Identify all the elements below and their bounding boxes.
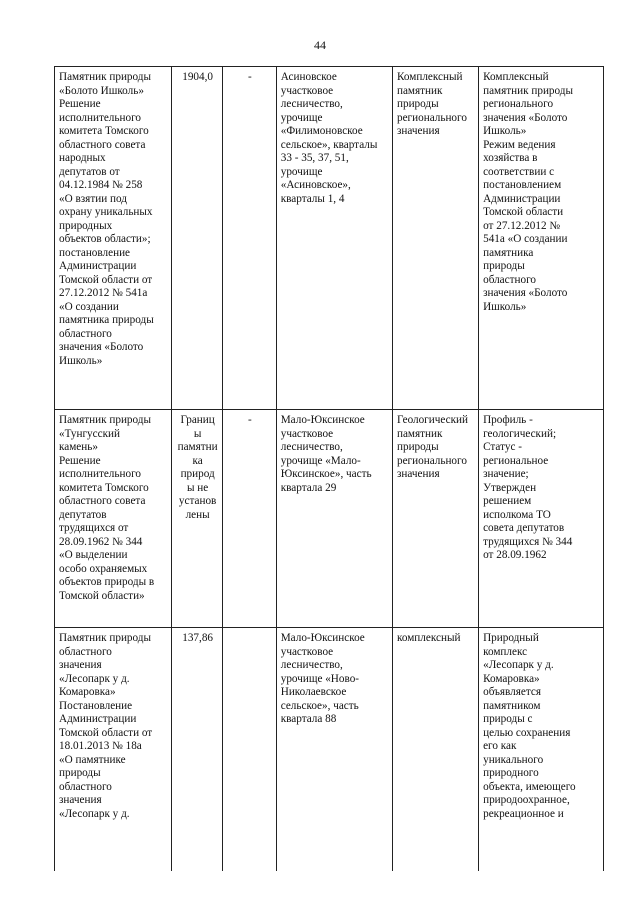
- cell-description: [479, 410, 604, 628]
- table-row: [55, 628, 604, 872]
- area-text: Границ ы памятни ка природ ы не установ лены: [177, 414, 218, 521]
- description-text: Комплексный памятник природы регионального значения «Болото Ишколь» Режим ведения хозяйства в соответствии с постановлением Администрации Томской области от 27.12.2012 № 541а «О создании памятника природы областного значения «Болото Ишколь»: [483, 71, 574, 313]
- name-text: Памятник природы «Болото Ишколь» Решение исполнительного комитета Томского областного совета народных депутатов от 04.12.1984 № 258 «О взятии под охрану уникальных природных объектов области»; постановление Администрации Томской области от 27.12.2012 № 541а «О создании памятника природы областного значения «Болото Ишколь»: [59, 71, 154, 367]
- cell-type: [392, 67, 478, 410]
- cell-type: [392, 410, 478, 628]
- cell-name: [55, 628, 172, 872]
- name-text: Памятник природы областного значения «Лесопарк у д. Комаровка» Постановление Администрации Томской области от 18.01.2013 № 18а «О памятнике природы областного значения «Лесопарк у д.: [59, 632, 153, 820]
- cell-name: [55, 67, 172, 410]
- cell-type: [392, 628, 478, 872]
- location-text: Мало-Юксинское участковое лесничество, урочище «Мало- Юксинское», часть квартала 29: [280, 414, 372, 494]
- area-text: 137,86: [182, 632, 213, 644]
- location-text: Асиновское участковое лесничество, урочище «Филимоновское сельское», кварталы 33 - 35, 37, 51, урочище «Асиновское», кварталы 1, 4: [280, 71, 378, 205]
- cell-area: [172, 628, 223, 872]
- description-text: Профиль - геологический; Статус - региональное значение; Утвержден решением исполкома ТО совета депутатов трудящихся № 344 от 28.09.1962: [483, 414, 573, 561]
- protected-areas-table: [54, 66, 604, 871]
- cell-location: [276, 628, 392, 872]
- table-row: [55, 67, 604, 410]
- cell-area: [172, 410, 223, 628]
- name-text: Памятник природы «Тунгусский камень» Решение исполнительного комитета Томского областного совета депутатов трудящихся от 28.09.1962 № 344 «О выделении особо охраняемых объектов природы в Томской области»: [59, 414, 155, 602]
- type-text: Комплексный памятник природы регионального значения: [396, 71, 467, 137]
- cell-area: [172, 67, 223, 410]
- col3-text: -: [247, 71, 252, 83]
- cell-col3: [222, 628, 276, 872]
- table-row: [55, 410, 604, 628]
- location-text: Мало-Юксинское участковое лесничество, урочище «Ново- Николаевское сельское», часть квартала 88: [280, 632, 365, 725]
- type-text: комплексный: [396, 632, 461, 644]
- col3-text: -: [247, 414, 252, 426]
- cell-location: [276, 67, 392, 410]
- cell-description: [479, 67, 604, 410]
- description-text: Природный комплекс «Лесопарк у д. Комаровка» объявляется памятником природы с целью сохранения его как уникального природного объекта, имеющего природоохранное, рекреационное и: [483, 632, 576, 820]
- type-text: Геологический памятник природы регионального значения: [396, 414, 469, 480]
- cell-description: [479, 628, 604, 872]
- cell-location: [276, 410, 392, 628]
- cell-col3: [222, 67, 276, 410]
- area-text: 1904,0: [182, 71, 213, 83]
- cell-col3: [222, 410, 276, 628]
- cell-name: [55, 410, 172, 628]
- page-number: 44: [314, 38, 326, 52]
